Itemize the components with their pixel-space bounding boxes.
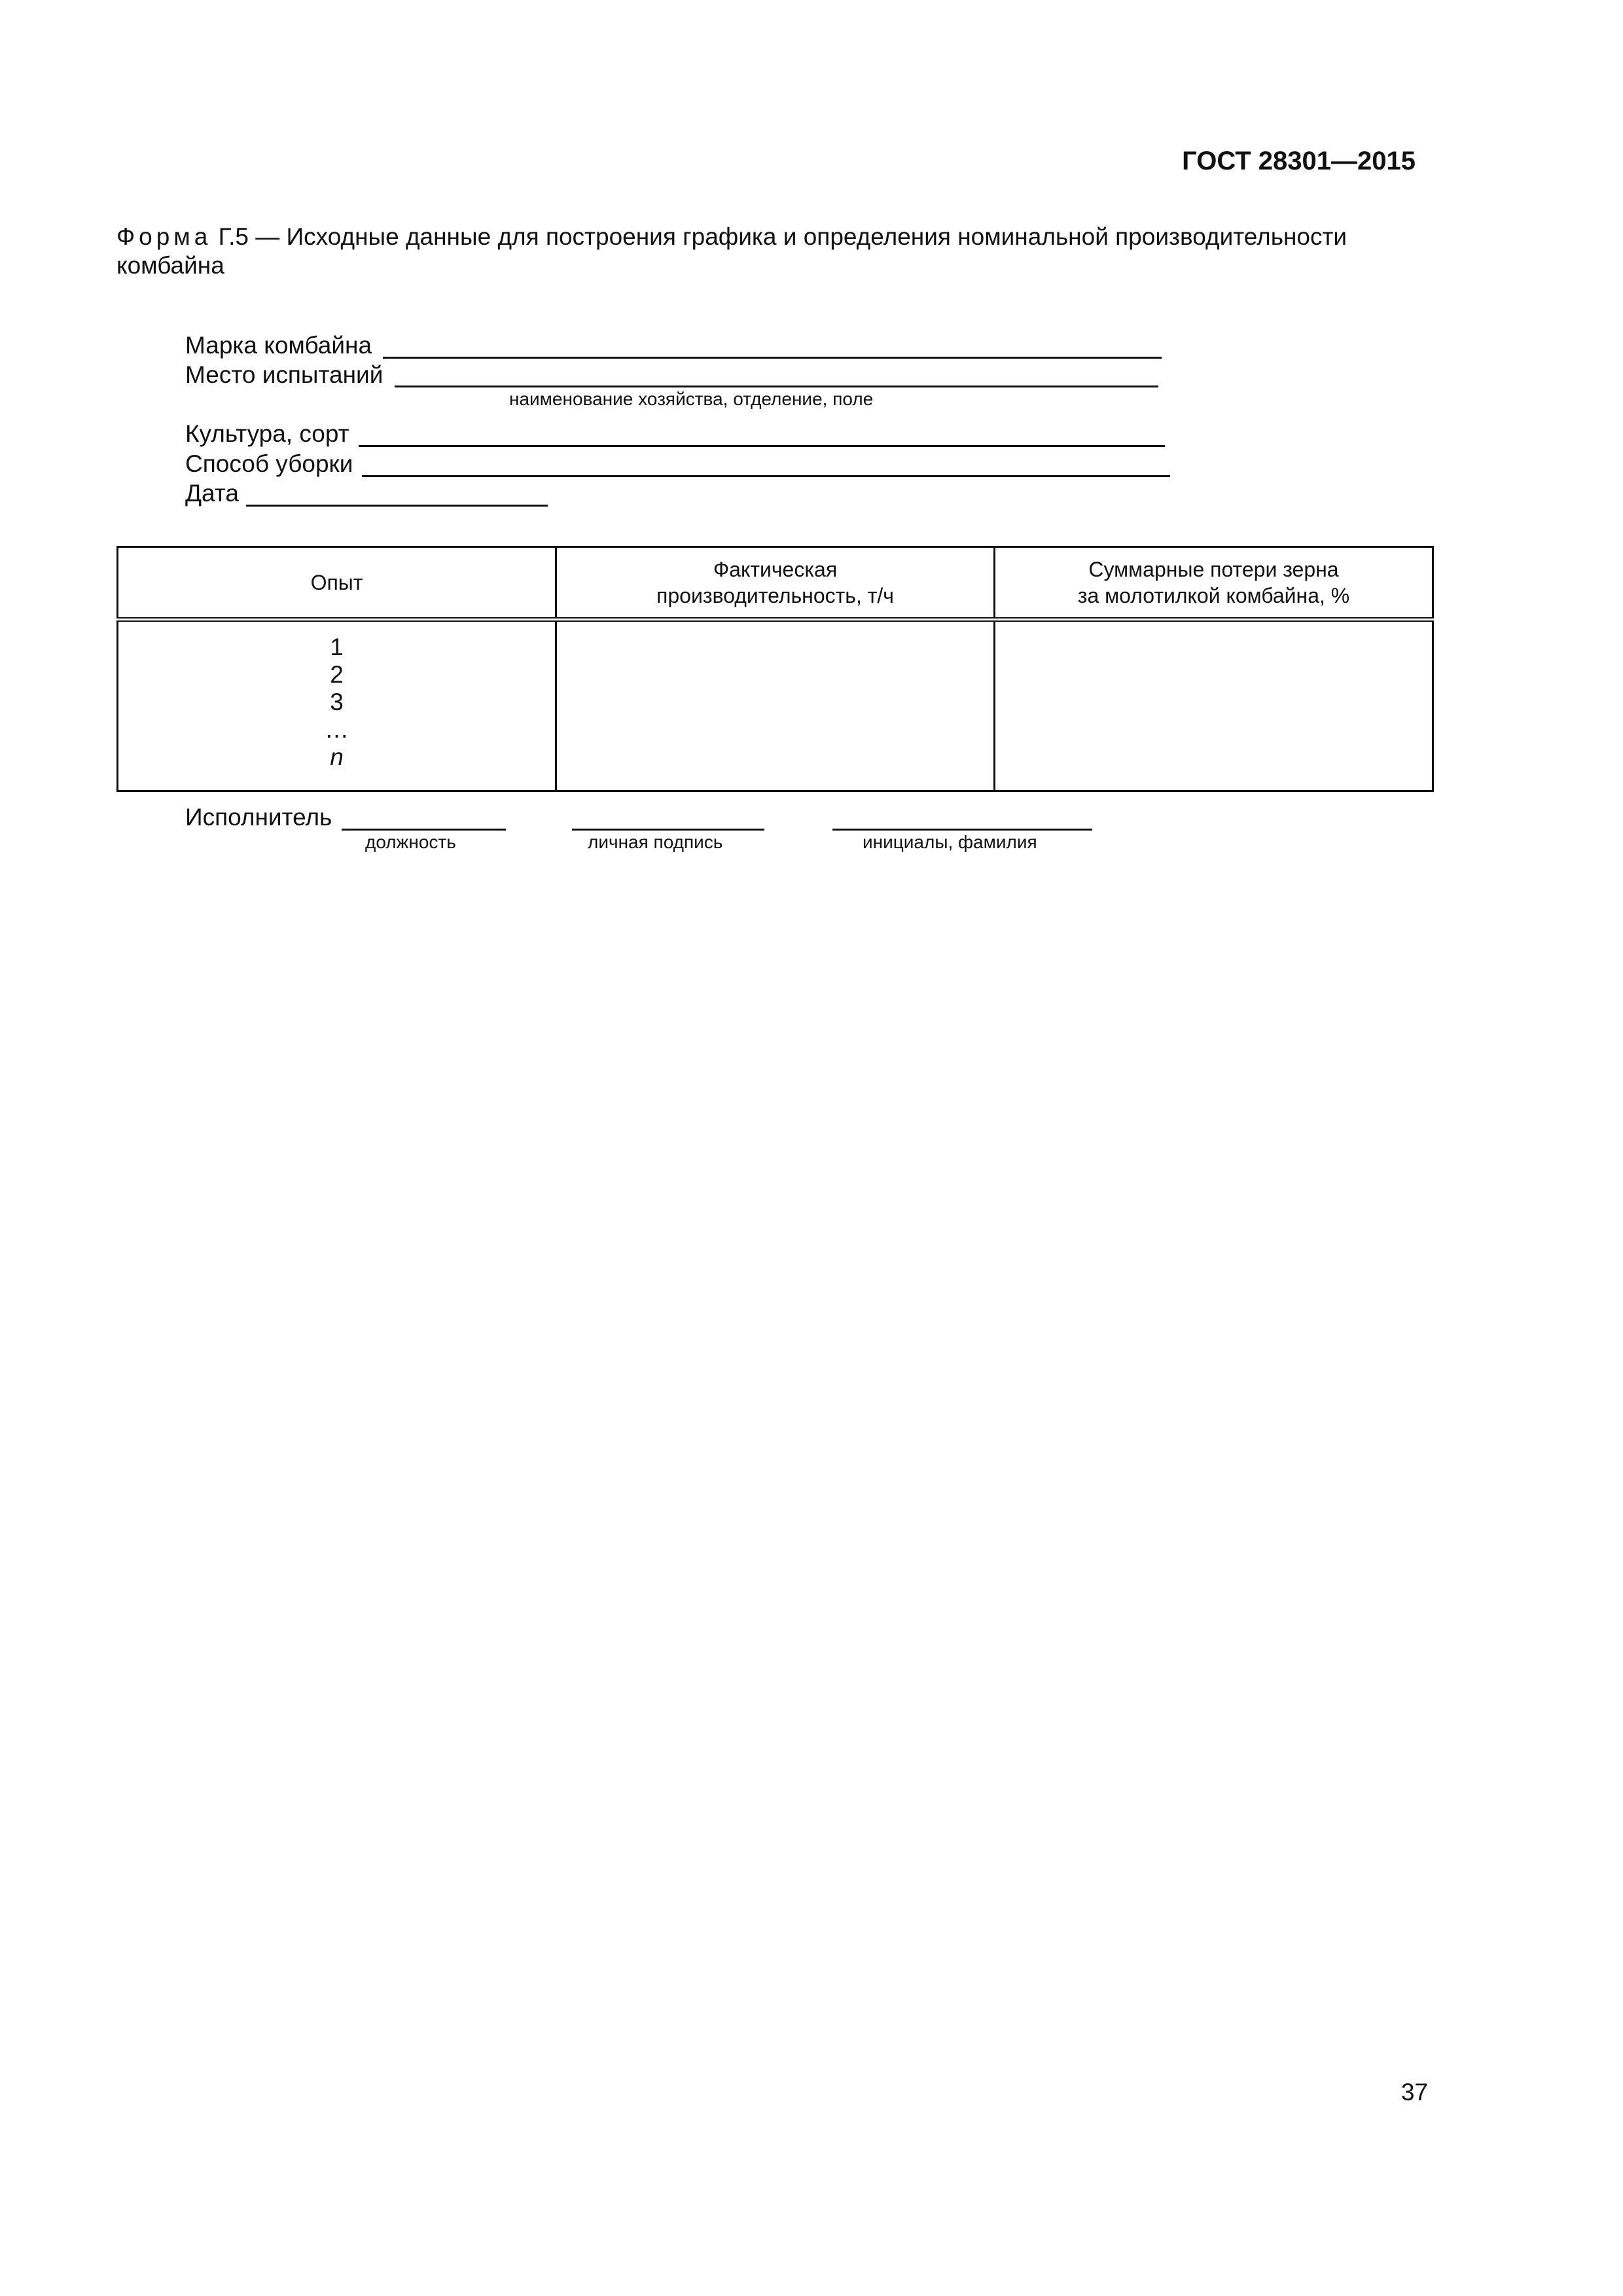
table-header-row [118, 547, 1433, 620]
standard-code: ГОСТ 28301—2015 [1182, 147, 1416, 175]
column-header-experiment: Опыт [118, 547, 556, 620]
column-header-losses: Суммарные потери зерна за молотилкой комбайна, % [995, 547, 1433, 620]
table-row [118, 620, 1433, 791]
crop-input-line[interactable] [359, 445, 1165, 447]
experiment-number: n [330, 744, 344, 770]
form-number: Г.5 [218, 223, 249, 250]
date-input-line[interactable] [246, 505, 548, 507]
experiment-number: 3 [330, 689, 344, 715]
place-label: Место испытаний [185, 361, 383, 388]
executor-label: Исполнитель [185, 804, 332, 831]
column-header-productivity: Фактическая производительность, т/ч [556, 547, 995, 620]
method-input-line[interactable] [362, 475, 1170, 477]
page-number: 37 [1400, 2079, 1428, 2106]
name-input-line[interactable] [832, 829, 1092, 831]
signature-input-line[interactable] [572, 829, 764, 831]
form-title-text: — Исходные данные для построения графика и определения номинальной производительности комбайна [116, 223, 1347, 279]
crop-label: Культура, сорт [185, 420, 349, 447]
place-hint: наименование хозяйства, отделение, поле [509, 389, 874, 409]
date-label: Дата [185, 480, 239, 507]
brand-label: Марка комбайна [185, 332, 372, 359]
name-hint: инициалы, фамилия [863, 832, 1037, 852]
experiment-number: 1 [330, 634, 344, 660]
experiment-number: … [325, 716, 349, 743]
place-input-line[interactable] [395, 386, 1158, 387]
experiment-numbers-cell [118, 620, 556, 791]
form-prefix: Форма [116, 223, 212, 250]
productivity-cell[interactable] [556, 620, 995, 791]
signature-hint: личная подпись [588, 832, 723, 852]
position-input-line[interactable] [342, 829, 506, 831]
losses-cell[interactable] [995, 620, 1433, 791]
brand-input-line[interactable] [383, 357, 1162, 359]
experiment-table [116, 546, 1434, 792]
method-label: Способ уборки [185, 450, 353, 477]
form-title [116, 223, 1416, 280]
position-hint: должность [365, 832, 456, 852]
experiment-number: 2 [330, 661, 344, 688]
